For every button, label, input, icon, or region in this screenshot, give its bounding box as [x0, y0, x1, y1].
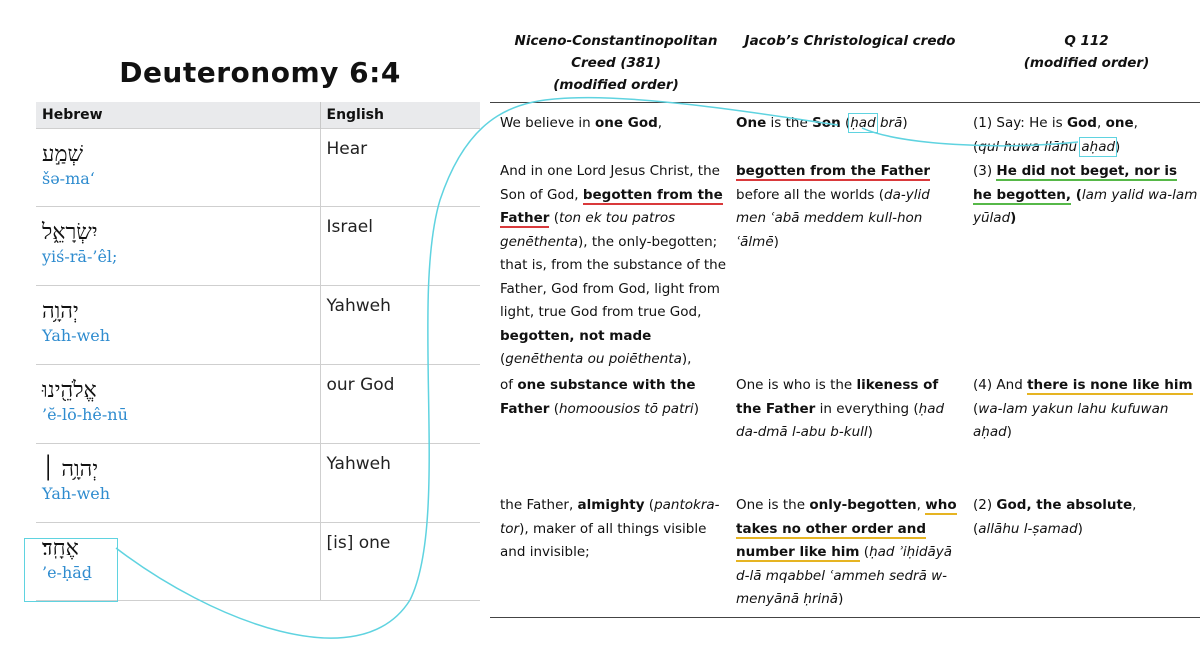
english-cell — [320, 365, 480, 444]
highlighted-word-had: ḥad — [850, 115, 876, 131]
text: ( — [500, 351, 506, 367]
transliteration: Yah-weh — [42, 484, 111, 503]
q112-row-1: (1) Say: He is God, one, (qul huwa llāhu aḥad) — [973, 115, 1138, 155]
underlined-phrase: begotten from the Father — [500, 186, 723, 226]
text: ) — [693, 400, 699, 417]
english-cell — [320, 129, 480, 207]
italic-text: allāhu l-ṣamad — [978, 520, 1078, 537]
table-row — [36, 207, 480, 286]
jacob-row-3 — [736, 374, 964, 445]
bold-text: one God — [595, 115, 658, 131]
english-word: Yahweh — [326, 454, 391, 474]
english-cell — [320, 444, 480, 523]
text: , — [1096, 115, 1106, 131]
bold-text: one substance with the Father — [500, 377, 696, 417]
text: One is the — [736, 497, 810, 513]
italic-text: genēthenta ou poiēthenta — [505, 351, 682, 367]
text: of — [500, 377, 518, 393]
italic-text: ton ek tou patros genēthenta — [500, 210, 676, 250]
text: ) — [867, 424, 873, 440]
transliteration: ’e-ḥāḏ — [42, 563, 93, 582]
highlighted-word-ahad: aḥad — [1081, 138, 1116, 155]
text: (4) And — [973, 377, 1028, 393]
ehad-highlight-box — [24, 538, 118, 602]
text: ( — [859, 544, 870, 560]
italic-text: homoousios tō patri — [558, 400, 694, 417]
english-cell — [320, 286, 480, 365]
hebrew-word: אֶחָֽד׃ — [42, 536, 79, 561]
english-word: Yahweh — [326, 296, 391, 316]
table-row — [36, 286, 480, 365]
header-line: (modified order) — [553, 77, 679, 93]
english-word: Hear — [326, 139, 368, 159]
text: the Father, — [500, 497, 578, 513]
bold-text: begotten, not made — [500, 327, 652, 344]
column-header-nicene — [500, 30, 732, 96]
text: ( — [973, 400, 979, 417]
text: , — [916, 497, 926, 513]
nicene-row-1 — [500, 112, 732, 136]
text: ( — [549, 210, 559, 226]
text: ) — [1006, 424, 1012, 440]
english-cell — [320, 207, 480, 286]
english-word: Israel — [326, 217, 373, 237]
text: ) — [1115, 138, 1121, 155]
underlined-phrase: there is none like him — [1027, 377, 1193, 393]
table-row — [36, 444, 480, 523]
hebrew-cell — [36, 365, 320, 444]
text: ( — [840, 115, 851, 131]
q112-row-4: (2) God, the absolute, (allāhu l-ṣamad) — [973, 497, 1137, 537]
hebrew-word: אֱלֹהֵ֖ינוּ — [42, 378, 97, 403]
nicene-row-3 — [500, 374, 732, 421]
table-header-row — [36, 102, 480, 129]
jacob-row-1 — [736, 112, 964, 136]
transliteration: Yah-weh — [42, 326, 111, 345]
text: in everything ( — [815, 400, 919, 417]
text: We believe in — [500, 115, 596, 131]
text: ), the only-begotten; that is, from the substance of the Father, God from God, light from light, true God from true God, — [500, 233, 727, 320]
underlined-phrase: begotten from the Father — [736, 163, 931, 179]
text: And in one Lord Jesus Christ, the Son of God, — [500, 163, 720, 203]
column-header-english: English — [320, 102, 480, 129]
text: is the — [766, 115, 813, 131]
transliteration: yiś-rā-’êl; — [42, 247, 118, 266]
nicene-row-4 — [500, 494, 732, 565]
underlined-phrase: He did not beget, nor is he begotten, — [973, 163, 1178, 203]
hebrew-word: יְהוָ֥ה — [42, 299, 79, 324]
transliteration: ’ĕ-lō-hê-nū — [42, 405, 128, 424]
italic-text: ḥad da-dmā l-abu b-kull — [736, 400, 945, 440]
header-line: Niceno-Constantinopolitan — [514, 33, 718, 49]
text: , — [1132, 497, 1137, 513]
text: ( — [549, 400, 559, 417]
deuteronomy-table — [36, 102, 480, 601]
table-top-rule — [490, 102, 1200, 103]
text: ( — [644, 497, 655, 513]
text: One is who is the — [736, 377, 857, 393]
header-line: (modified order) — [1023, 55, 1150, 71]
nicene-row-2 — [500, 160, 732, 372]
text: before all the worlds ( — [736, 186, 885, 203]
english-word: [is] one — [326, 533, 391, 553]
bold-text: almighty — [577, 497, 645, 513]
italic-text: lam yalid wa-lam yūlad — [973, 186, 1198, 226]
bold-text: likeness of the Father — [736, 377, 939, 417]
jacob-row-4 — [736, 494, 964, 612]
table-row — [36, 365, 480, 444]
text: ) — [1077, 520, 1083, 537]
italic-text: da-ylid men ʿabā meddem kull-hon ʿālmē — [736, 186, 930, 250]
header-line: Creed (381) — [571, 55, 661, 71]
hebrew-word: שְׁמַ֣ע — [42, 142, 84, 167]
bold-text: only-begotten — [809, 497, 917, 513]
bold-text: Son — [812, 115, 841, 131]
italic-text: brā — [875, 115, 903, 131]
text: ) — [773, 233, 779, 250]
column-header-q112 — [973, 30, 1200, 74]
bold-text: One — [736, 115, 767, 131]
italic-text: ḥad ʾiḥidāyā d-lā mqabbel ʿammeh sedrā w-menyānā ḥrinā — [736, 544, 953, 607]
header-line: Jacob’s Christological credo — [744, 33, 956, 49]
text: , — [657, 115, 663, 131]
hebrew-cell — [36, 444, 320, 523]
jacob-row-2 — [736, 160, 964, 254]
table-row — [36, 129, 480, 207]
table-bottom-rule — [490, 617, 1200, 618]
page-title: Deuteronomy 6:4 — [119, 56, 401, 89]
bold-text: one — [1105, 115, 1134, 131]
bold-text: God, the absolute — [996, 497, 1133, 513]
hebrew-cell — [36, 129, 320, 207]
hebrew-word: יְהוָ֥ה ׀ — [42, 457, 99, 482]
text: , — [1133, 115, 1138, 131]
q112-row-2 — [973, 160, 1200, 231]
italic-text: pantokra-tor — [500, 497, 720, 537]
text: ), — [681, 351, 692, 367]
text: ), maker of all things visible and invisible; — [500, 520, 707, 560]
text: (1) Say: He is — [973, 115, 1067, 131]
hebrew-cell — [36, 207, 320, 286]
q112-row-3 — [973, 374, 1200, 445]
creed-comparison-table — [490, 20, 1200, 620]
text: ( — [1071, 186, 1082, 203]
text: (2) — [973, 497, 997, 513]
italic-text: wa-lam yakun lahu kufuwan aḥad — [973, 400, 1169, 440]
column-header-hebrew: Hebrew — [36, 102, 320, 129]
text: ) — [902, 115, 908, 131]
header-line: Q 112 — [1064, 33, 1109, 49]
hebrew-cell — [36, 286, 320, 365]
column-header-jacob — [736, 30, 964, 52]
english-word: our God — [326, 375, 395, 395]
text: ) — [1010, 210, 1017, 226]
text: (3) — [973, 163, 997, 179]
italic-text: qul huwa llāhu — [978, 138, 1078, 155]
english-cell — [320, 523, 480, 601]
bold-text: God — [1066, 115, 1097, 131]
hebrew-word: יִשְׂרָאֵ֑ל — [42, 220, 98, 245]
text: ) — [838, 591, 844, 607]
underlined-phrase: who takes no other order and number like him — [736, 497, 957, 560]
transliteration: šə-ma‘ — [42, 169, 95, 188]
